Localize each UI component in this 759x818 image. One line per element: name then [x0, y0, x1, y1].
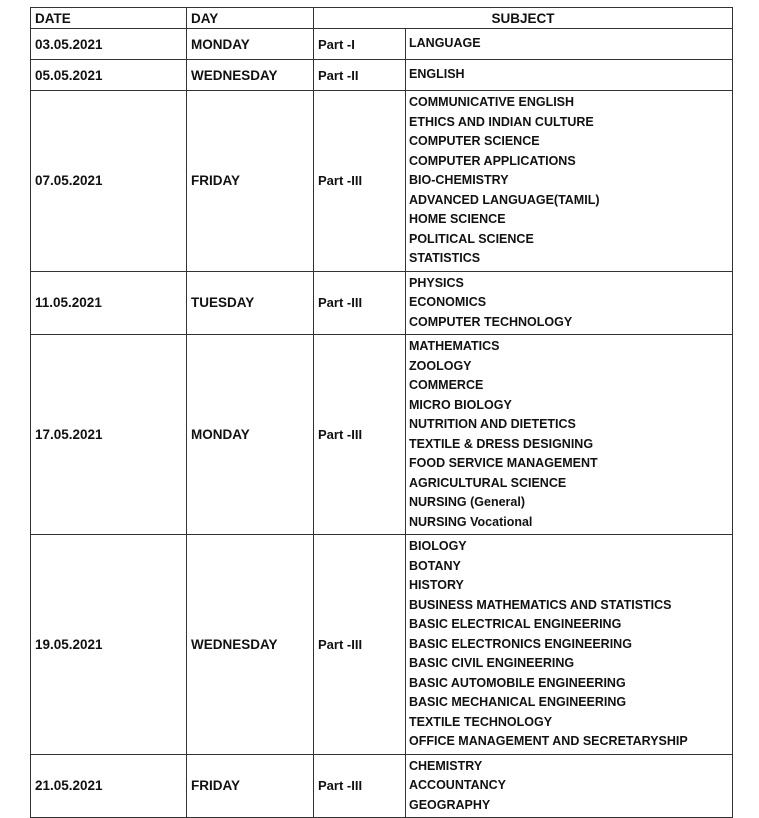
- day-cell: TUESDAY: [187, 271, 314, 335]
- day-column-header: DAY: [187, 8, 314, 29]
- subject-list: [409, 93, 729, 269]
- subject-item: ADVANCED LANGUAGE(TAMIL): [409, 192, 600, 207]
- part-cell: Part -III: [314, 535, 406, 755]
- subject-item: HISTORY: [409, 578, 464, 592]
- part-cell: Part -III: [314, 271, 406, 335]
- subject-item: NUTRITION AND DIETETICS: [409, 417, 576, 431]
- table-row: [31, 754, 733, 818]
- date-cell: 07.05.2021: [31, 91, 187, 272]
- subject-item: BOTANY: [409, 558, 461, 573]
- subject-item: COMPUTER APPLICATIONS: [409, 153, 576, 168]
- day-cell: WEDNESDAY: [187, 535, 314, 755]
- subject-item: OFFICE MANAGEMENT AND SECRETARYSHIP: [409, 734, 688, 748]
- table-row: [31, 60, 733, 91]
- subject-item: FOOD SERVICE MANAGEMENT: [409, 456, 598, 470]
- subject-item: COMMERCE: [409, 378, 484, 392]
- subject-item: MICRO BIOLOGY: [409, 397, 512, 412]
- subject-item: ZOOLOGY: [409, 358, 472, 373]
- part-cell: Part -III: [314, 754, 406, 818]
- subject-item: BASIC ELECTRICAL ENGINEERING: [409, 617, 622, 631]
- subject-item: BASIC ELECTRONICS ENGINEERING: [409, 636, 632, 651]
- subject-item: PHYSICS: [409, 275, 464, 290]
- date-cell: 05.05.2021: [31, 60, 187, 91]
- subject-item: ECONOMICS: [409, 295, 487, 309]
- subject-item: ETHICS AND INDIAN CULTURE: [409, 114, 594, 129]
- date-cell: 03.05.2021: [31, 29, 187, 60]
- table-row: [31, 29, 733, 60]
- subject-item: TEXTILE & DRESS DESIGNING: [409, 436, 594, 451]
- subject-item: BASIC AUTOMOBILE ENGINEERING: [409, 675, 626, 690]
- day-cell: MONDAY: [187, 335, 314, 535]
- day-cell: FRIDAY: [187, 754, 314, 818]
- subject-item: POLITICAL SCIENCE: [409, 231, 534, 246]
- subjects-cell: [406, 271, 733, 335]
- subjects-cell: [406, 535, 733, 755]
- subject-item: CHEMISTRY: [409, 758, 483, 773]
- subject-list: [409, 274, 729, 333]
- table-row: [31, 335, 733, 535]
- subjects-cell: [406, 754, 733, 818]
- date-column-header: DATE: [31, 8, 187, 29]
- subject-item: BASIC CIVIL ENGINEERING: [409, 656, 575, 670]
- subject-list: [409, 537, 729, 752]
- part-cell: Part -II: [314, 60, 406, 91]
- subject-item: BIOLOGY: [409, 539, 467, 553]
- date-cell: 19.05.2021: [31, 535, 187, 755]
- subject-item: BUSINESS MATHEMATICS AND STATISTICS: [409, 597, 672, 612]
- subject-list: [409, 65, 729, 85]
- subject-list: [409, 337, 729, 532]
- exam-timetable: [30, 7, 733, 818]
- subject-item: NURSING (General): [409, 495, 525, 509]
- date-cell: 17.05.2021: [31, 335, 187, 535]
- subject-item: NURSING Vocational: [409, 514, 533, 529]
- subject-item: AGRICULTURAL SCIENCE: [409, 475, 567, 490]
- table-row: [31, 271, 733, 335]
- subjects-cell: [406, 91, 733, 272]
- subject-item: STATISTICS: [409, 251, 481, 265]
- subject-list: [409, 757, 729, 816]
- table-body: [31, 29, 733, 818]
- subject-item: COMMUNICATIVE ENGLISH: [409, 95, 575, 109]
- subject-item: GEOGRAPHY: [409, 797, 491, 812]
- date-cell: 11.05.2021: [31, 271, 187, 335]
- subjects-cell: [406, 335, 733, 535]
- subjects-cell: [406, 60, 733, 91]
- subjects-cell: [406, 29, 733, 60]
- subject-item: ENGLISH: [409, 67, 465, 82]
- part-cell: Part -III: [314, 91, 406, 272]
- subject-item: LANGUAGE: [409, 36, 481, 51]
- subject-item: MATHEMATICS: [409, 339, 500, 353]
- subject-item: BASIC MECHANICAL ENGINEERING: [409, 695, 627, 709]
- part-cell: Part -I: [314, 29, 406, 60]
- table-row: [31, 535, 733, 755]
- subject-column-header: SUBJECT: [314, 8, 733, 29]
- day-cell: MONDAY: [187, 29, 314, 60]
- table-row: [31, 91, 733, 272]
- date-cell: 21.05.2021: [31, 754, 187, 818]
- subject-item: ACCOUNTANCY: [409, 778, 506, 792]
- subject-item: COMPUTER SCIENCE: [409, 134, 540, 148]
- subject-item: HOME SCIENCE: [409, 212, 506, 226]
- table-header: [31, 8, 733, 29]
- subject-item: BIO-CHEMISTRY: [409, 173, 509, 187]
- day-cell: WEDNESDAY: [187, 60, 314, 91]
- day-cell: FRIDAY: [187, 91, 314, 272]
- subject-item: COMPUTER TECHNOLOGY: [409, 314, 573, 329]
- part-cell: Part -III: [314, 335, 406, 535]
- header-row: [31, 8, 733, 29]
- subject-list: [409, 34, 729, 54]
- subject-item: TEXTILE TECHNOLOGY: [409, 714, 553, 729]
